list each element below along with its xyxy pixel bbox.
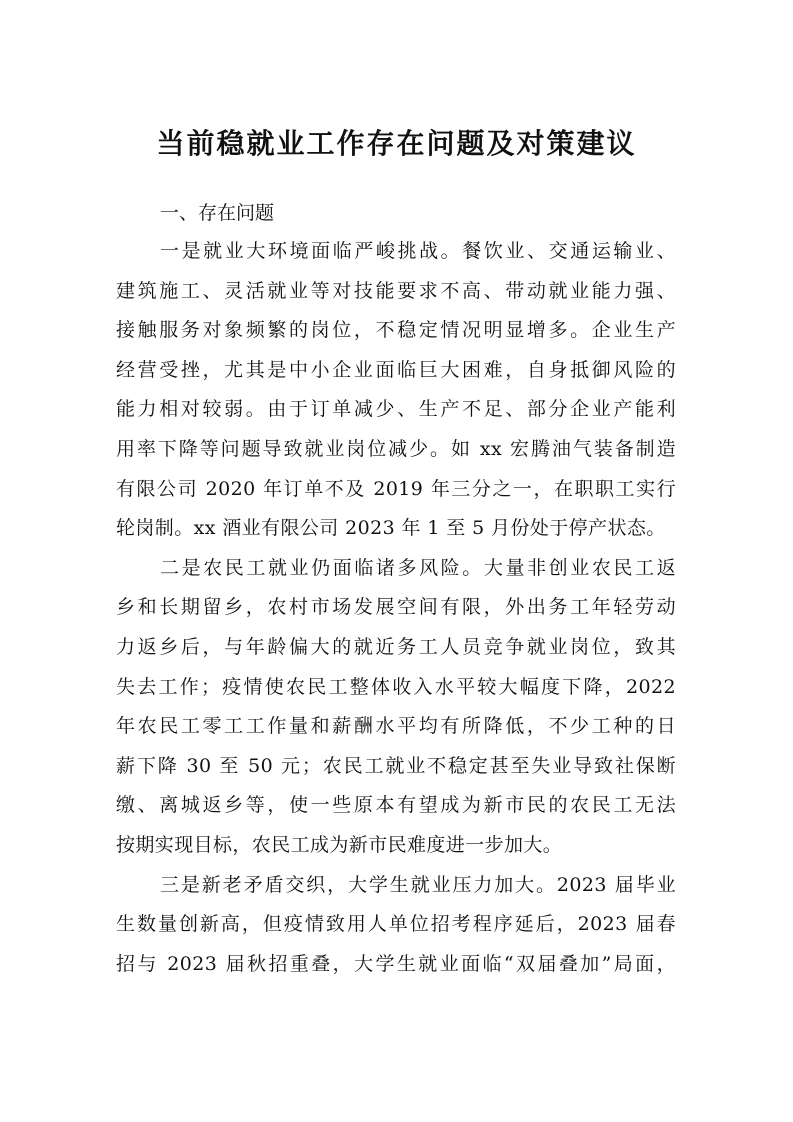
paragraph-line: 接触服务对象频繁的岗位，不稳定情况明显增多。企业生产: [116, 319, 676, 342]
paragraph-line: 经营受挫，尤其是中小企业面临巨大困难，自身抵御风险的: [116, 358, 676, 381]
paragraph-line: 用率下降等问题导致就业岗位减少。如 xx 宏腾油气装备制造: [116, 437, 676, 460]
document-body: [116, 194, 676, 984]
paragraph-3: [116, 866, 676, 985]
paragraph-line: 能力相对较弱。由于订单减少、生产不足、部分企业产能利: [116, 398, 676, 421]
paragraph-line: 缴、离城返乡等，使一些原本有望成为新市民的农民工无法: [116, 794, 676, 817]
document-title: 当前稳就业工作存在问题及对策建议: [156, 127, 637, 160]
paragraph-line: 力返乡后，与年龄偏大的就近务工人员竞争就业岗位，致其: [116, 635, 676, 658]
paragraph-line: 失去工作；疫情使农民工整体收入水平较大幅度下降，2022: [116, 675, 676, 698]
paragraph-line: 生数量创新高，但疫情致用人单位招考程序延后，2023 届春: [116, 913, 676, 936]
paragraph-1: [116, 232, 676, 549]
section-heading: 一、存在问题: [160, 202, 275, 224]
paragraph-line: 轮岗制。xx 酒业有限公司 2023 年 1 至 5 月份处于停产状态。: [116, 517, 666, 540]
paragraph-line: 有限公司 2020 年订单不及 2019 年三分之一，在职职工实行: [116, 477, 676, 500]
paragraph-line: 二是农民工就业仍面临诸多风险。大量非创业农民工返: [160, 556, 676, 579]
paragraph-2: [116, 549, 676, 866]
paragraph-line: 一是就业大环境面临严峻挑战。餐饮业、交通运输业、: [160, 240, 676, 262]
paragraph-line: 乡和长期留乡，农村市场发展空间有限，外出务工年轻劳动: [116, 596, 676, 619]
paragraph-line: 年农民工零工工作量和薪酬水平均有所降低，不少工种的日: [116, 715, 676, 738]
paragraph-line: 薪下降 30 至 50 元；农民工就业不稳定甚至失业导致社保断: [116, 754, 676, 777]
paragraph-line: 建筑施工、灵活就业等对技能要求不高、带动就业能力强、: [116, 279, 676, 302]
paragraph-line: 三是新老矛盾交织，大学生就业压力加大。2023 届毕业: [160, 873, 676, 896]
paragraph-line: 按期实现目标，农民工成为新市民难度进一步加大。: [116, 833, 563, 856]
paragraph-line: 招与 2023 届秋招重叠，大学生就业面临“双届叠加”局面，: [116, 952, 676, 975]
